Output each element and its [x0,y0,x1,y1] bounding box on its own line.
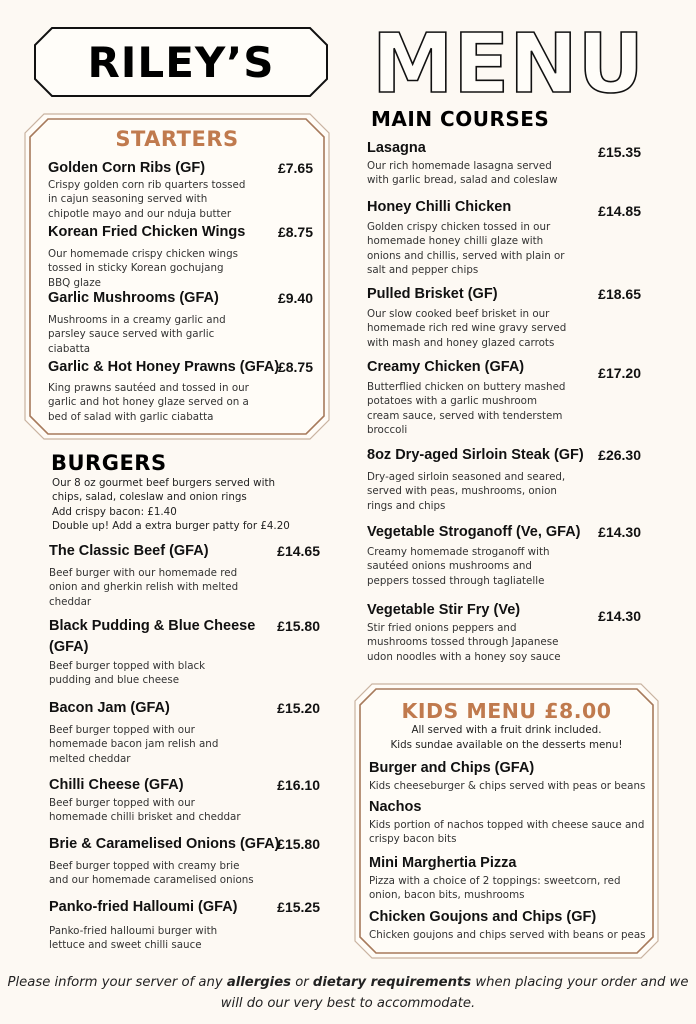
item-name: Honey Chilli Chicken [367,199,512,215]
item-description [369,874,654,903]
item-description [367,621,641,664]
item-price: £17.20 [598,365,641,381]
description-line: served with peas, mushrooms, onion [367,485,557,498]
description-line: onion, bacon bits, mushrooms [369,889,525,902]
item-description [48,381,313,424]
description-line: peppers tossed through tagliatelle [367,574,545,587]
description-line: onions and chillis, served with plain or [367,249,565,262]
starters-title: STARTERS [115,127,239,151]
description-line: Pizza with a choice of 2 toppings: sweetcorn, red [369,875,621,887]
menu-item [49,700,320,766]
item-name: Vegetable Stroganoff (Ve, GFA) [367,524,581,540]
description-line: Beef burger topped with creamy brie [49,860,240,872]
item-description [49,566,320,609]
description-line: Kids portion of nachos topped with cheese sauce and [369,819,645,831]
menu-item [49,836,320,888]
description-line: King prawns sautéed and tossed in our [48,382,249,394]
item-description [49,924,320,953]
menu-item [49,618,320,688]
menu-item [367,359,641,437]
description-line: Stir fried onions peppers and [367,622,517,634]
description-line: Beef burger topped with our [49,797,195,809]
description-line: homemade rich red wine gravy served [367,322,567,335]
item-description [49,659,320,688]
item-description [369,928,654,942]
description-line: onion and gherkin relish with melted [49,581,239,594]
description-line: pudding and blue cheese [49,674,180,687]
item-description [369,779,654,793]
item-description [49,859,320,888]
description-line: Beef burger topped with black [49,660,206,672]
description-line: lettuce and sweet chilli sauce [49,939,202,952]
item-description [49,723,320,766]
description-line: cream sauce, served with tenderstem [367,409,563,422]
description-line: Dry-aged sirloin seasoned and seared, [367,471,566,483]
item-description [49,796,320,825]
description-line: Panko-fried halloumi burger with [49,925,218,937]
menu-item [369,760,654,793]
menu-item [369,909,654,942]
item-price: £14.30 [598,608,641,624]
mains-title: MAIN COURSES [371,107,550,131]
item-name: Garlic Mushrooms (GFA) [48,290,219,306]
item-price: £7.65 [277,160,313,176]
menu-heading [370,22,660,102]
description-line: Our slow cooked beef brisket in our [367,308,550,320]
item-price: £15.80 [277,836,320,852]
menu-item [367,199,641,277]
description-line: in cajun seasoning served with [48,193,208,206]
item-name-cont: (GFA) [49,639,89,655]
description-line: Kids cheeseburger & chips served with peas or beans [369,780,646,792]
burgers-intro-line: Add crispy bacon: £1.40 [52,505,177,518]
item-name: Black Pudding & Blue Cheese [49,618,256,634]
item-name: Burger and Chips (GFA) [369,760,535,776]
item-name: Mini Marghertia Pizza [369,855,517,871]
item-description [367,307,641,350]
description-line: parsley sauce served with garlic [48,328,215,341]
description-line: Butterflied chicken on buttery mashed [367,381,566,393]
menu-item [367,140,641,188]
item-name: The Classic Beef (GFA) [49,543,209,559]
item-name: Bacon Jam (GFA) [49,700,170,716]
notice-text: or [291,975,313,990]
item-price: £16.10 [277,777,320,793]
menu-item [48,290,313,356]
menu-item [367,286,641,350]
notice-dietary: dietary requirements [312,975,472,990]
item-name: Panko-fried Halloumi (GFA) [49,899,238,915]
burgers-title: BURGERS [51,451,167,475]
description-line: udon noodles with a honey soy sauce [367,650,561,663]
item-price: £8.75 [277,359,313,375]
menu-item [49,899,320,953]
menu-item [48,160,313,221]
description-line: Creamy homemade stroganoff with [367,546,550,558]
allergy-notice [0,972,696,1014]
description-line: ciabatta [48,342,91,355]
description-line: chipotle mayo and our nduja butter [48,207,232,220]
burgers-intro-line: Our 8 oz gourmet beef burgers served with [52,477,276,489]
description-line: tossed in sticky Korean gochujang [48,262,224,275]
description-line: homemade bacon jam relish and [49,738,219,751]
description-line: mushrooms tossed through Japanese [367,636,559,649]
item-price: £14.30 [598,524,641,540]
description-line: rings and chips [367,499,446,512]
item-name: Nachos [369,799,422,815]
kids-title: KIDS MENU £8.00 [401,699,612,723]
description-line: Beef burger topped with our [49,724,195,736]
item-description [48,247,313,290]
item-name: Chilli Cheese (GFA) [49,777,184,793]
burgers-intro-line: chips, salad, coleslaw and onion rings [52,491,247,504]
item-name: Golden Corn Ribs (GF) [48,160,206,176]
brand-name: RILEY’S [87,37,275,87]
description-line: bed of salad with garlic ciabatta [48,410,214,423]
description-line: homemade honey chilli glaze with [367,235,544,248]
burgers-intro-line: Double up! Add a extra burger patty for £4.20 [52,519,290,532]
menu-item [48,359,313,424]
description-line: Our homemade crispy chicken wings [48,248,238,260]
item-description [367,220,641,277]
menu-item [48,224,313,290]
item-price: £8.75 [277,224,313,240]
item-price: £18.65 [598,286,641,302]
description-line: homemade chilli brisket and cheddar [49,811,241,824]
item-name: Korean Fried Chicken Wings [48,224,246,240]
description-line: garlic and hot honey glaze served on a [48,396,249,409]
item-description [369,818,654,847]
menu-item [49,543,320,609]
item-description [367,470,641,513]
description-line: melted cheddar [49,752,131,765]
item-description [48,313,313,356]
kids-intro [354,723,659,753]
menu-item [49,777,320,825]
description-line: Our rich homemade lasagna served [367,160,552,172]
menu-item [367,524,641,588]
item-name: Chicken Goujons and Chips (GF) [369,909,597,925]
kids-intro-line: Kids sundae available on the desserts menu! [390,739,623,751]
description-line: Beef burger with our homemade red [49,567,238,579]
kids-panel [354,683,659,959]
description-line: crispy bacon bits [369,833,457,846]
starters-panel [24,113,330,440]
item-price: £9.40 [277,290,313,306]
item-name: Brie & Caramelised Onions (GFA) [49,836,280,852]
item-description [367,159,641,188]
notice-allergies: allergies [226,975,291,990]
item-price: £26.30 [598,447,641,463]
description-line: broccoli [367,423,408,436]
item-price: £15.35 [598,144,641,160]
description-line: Mushrooms in a creamy garlic and [48,314,226,326]
description-line: sautéed onions mushrooms and [367,560,532,573]
item-price: £15.20 [277,700,320,716]
description-line: with mash and honey glazed carrots [367,336,555,349]
item-price: £15.80 [277,618,320,634]
item-description [367,545,641,588]
brand-title-box [34,27,328,97]
notice-text: Please inform your server of any [7,975,227,990]
description-line: potatoes with a garlic mushroom [367,395,538,408]
item-description [367,380,641,437]
menu-item [367,447,641,513]
burgers-intro [52,476,342,533]
menu-item [369,799,654,847]
menu-item [367,602,641,664]
description-line: with garlic bread, salad and coleslaw [367,174,558,187]
item-price: £14.85 [598,203,641,219]
item-description [48,178,313,221]
description-line: Golden crispy chicken tossed in our [367,221,551,233]
menu-word: MENU [372,22,644,102]
description-line: BBQ glaze [48,276,101,289]
item-name: Garlic & Hot Honey Prawns (GFA) [48,359,280,375]
description-line: cheddar [49,595,92,608]
item-name: Creamy Chicken (GFA) [367,359,525,375]
description-line: Chicken goujons and chips served with beans or peas [369,929,646,941]
item-name: Pulled Brisket (GF) [367,286,498,302]
kids-intro-line: All served with a fruit drink included. [411,724,602,736]
item-name: Vegetable Stir Fry (Ve) [367,602,521,618]
item-price: £14.65 [277,543,320,559]
item-name: Lasagna [367,140,426,156]
notice-text: when placing your order and we will do our very best to accommodate. [220,975,689,1011]
description-line: salt and pepper chips [367,263,479,276]
menu-item [369,855,654,903]
description-line: and our homemade caramelised onions [49,874,254,887]
description-line: Crispy golden corn rib quarters tossed [48,179,246,191]
item-price: £15.25 [277,899,320,915]
item-name: 8oz Dry-aged Sirloin Steak (GF) [367,447,584,463]
